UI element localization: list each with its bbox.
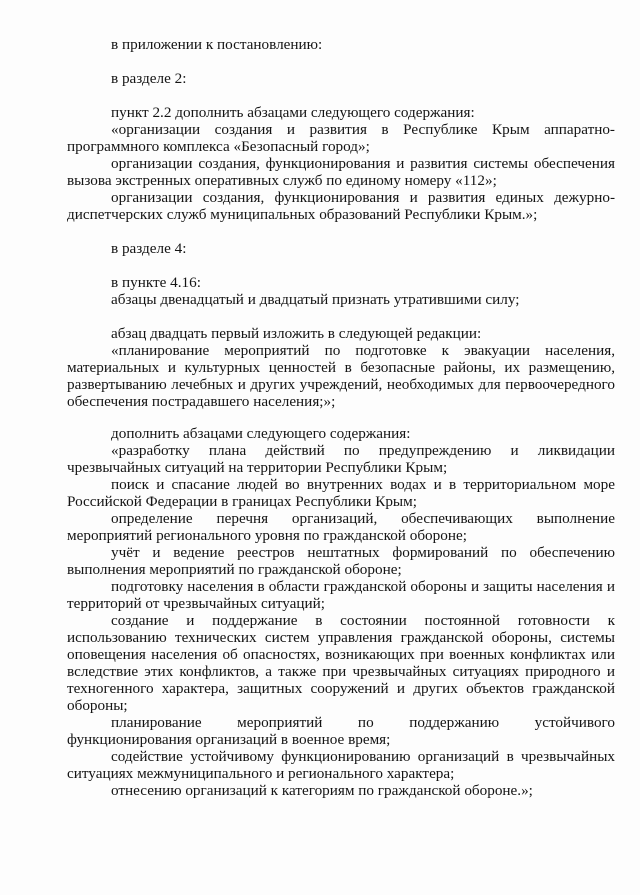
paragraph-readiness-systems: создание и поддержание в состоянии постоянной готовности к использованию технических систем управления гражданской обороны, системы оповещения населения об опасностях, возникающих при военных конфликтах или вследствие этих конфликтов, а также при чрезвычайных ситуациях природного и техногенного характера, защитных сооружений и других объектов гражданской обороны; [67, 612, 615, 714]
paragraph-safe-city: «организации создания и развития в Республике Крым аппаратно-программного комплекса «Безопасный город»; [67, 121, 615, 155]
paragraph-population-training: подготовку населения в области гражданской обороны и защиты населения и территорий от чрезвычайных ситуаций; [67, 578, 615, 612]
paragraph-emergency-support: содействие устойчивому функционированию организаций в чрезвычайных ситуациях межмуниципального и регионального характера; [67, 748, 615, 782]
paragraph-dispatch-services: организации создания, функционирования и развития единых дежурно-диспетчерских служб муниципальных образований Республики Крым.»; [67, 189, 615, 223]
document-body [67, 36, 615, 799]
paragraph-intro: в приложении к постановлению: [111, 36, 323, 53]
paragraph-action-plan: «разработку плана действий по предупреждению и ликвидации чрезвычайных ситуаций на территории Республики Крым; [67, 442, 615, 476]
paragraph-evacuation-planning: «планирование мероприятий по подготовке к эвакуации населения, материальных и культурных ценностей в безопасные районы, их размещению, развертыванию лечебных и других учреждений, необходимых для первоочередного обеспечения пострадавшего населения;»; [67, 342, 615, 410]
paragraph-categories: отнесению организаций к категориям по гражданской обороне.»; [111, 782, 533, 799]
paragraph-21-new-edition: абзац двадцать первый изложить в следующей редакции: [111, 325, 482, 342]
paragraph-registry: учёт и ведение реестров нештатных формирований по обеспечению выполнения мероприятий по гражданской обороне; [67, 544, 615, 578]
paragraph-section-2: в разделе 2: [111, 70, 187, 87]
paragraph-wartime-functioning: планирование мероприятий по поддержанию устойчивого функционирования организаций в военное время; [67, 714, 615, 748]
paragraph-add-paragraphs: дополнить абзацами следующего содержания: [111, 425, 411, 442]
paragraph-organizations-list: определение перечня организаций, обеспечивающих выполнение мероприятий регионального уровня по гражданской обороне; [67, 510, 615, 544]
paragraph-112-system: организации создания, функционирования и развития системы обеспечения вызова экстренных оперативных служб по единому номеру «112»; [67, 155, 615, 189]
paragraph-item-4-16: в пункте 4.16: [111, 274, 201, 291]
paragraph-item-2-2: пункт 2.2 дополнить абзацами следующего содержания: [111, 104, 475, 121]
paragraph-section-4: в разделе 4: [111, 240, 187, 257]
paragraph-search-rescue: поиск и спасание людей во внутренних водах и в территориальном море Российской Федерации в границах Республики Крым; [67, 476, 615, 510]
paragraph-void-12-20: абзацы двенадцатый и двадцатый признать утратившими силу; [111, 291, 520, 308]
